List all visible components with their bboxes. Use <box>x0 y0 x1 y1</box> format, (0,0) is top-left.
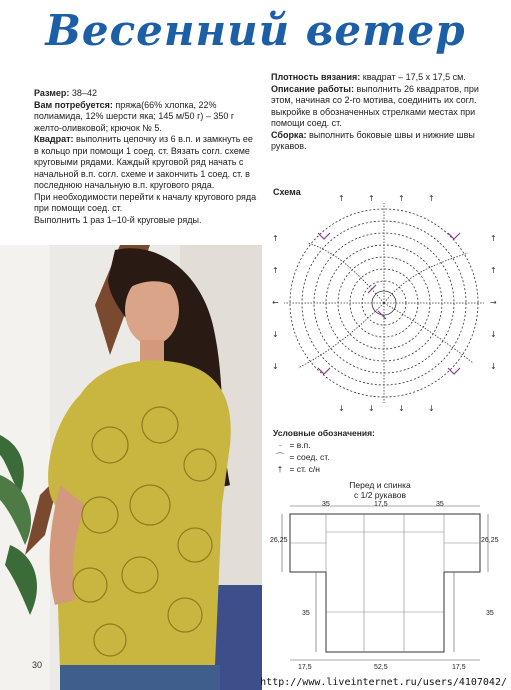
assembly-value: выполнить боковые швы и нижние швы рукавов. <box>271 129 475 151</box>
description-label: Описание работы: <box>271 83 354 94</box>
size-line <box>34 88 260 100</box>
svg-text:↓: ↓ <box>272 330 279 339</box>
svg-text:↓: ↓ <box>490 362 497 371</box>
size-value: 38–42 <box>69 88 97 98</box>
svg-text:↑: ↑ <box>272 234 279 243</box>
legend-item-label: = ст. с/н <box>289 464 320 474</box>
watermark-url: http://www.liveinternet.ru/users/4107042/ <box>260 677 507 688</box>
svg-text:↓: ↓ <box>490 330 497 339</box>
svg-text:↓: ↓ <box>338 404 345 413</box>
legend-item-label: = в.п. <box>289 440 311 450</box>
svg-text:←: ← <box>272 298 279 307</box>
transition-note: При необходимости перейти к началу кругового ряда при помощи соед. ст. <box>34 191 257 213</box>
materials-label: Вам потребуется: <box>34 99 113 110</box>
schema-label: Схема <box>273 187 301 197</box>
assembly-label: Сборка: <box>271 129 307 140</box>
slip-stitch-icon: ⌒ <box>275 452 285 462</box>
page-number: 30 <box>32 660 43 670</box>
materials-line <box>34 100 260 135</box>
size-label: Размер: <box>34 88 70 98</box>
materials-value: пряжа(66% хлопка, 22% полиамида, 12% шерсти яка; 145 м/50 г) – 350 г желто-оливковой; крючок № 5. <box>34 99 235 133</box>
model-photo <box>0 245 262 690</box>
legend <box>273 427 375 475</box>
pattern-schematic <box>270 500 500 665</box>
dim-top-right: 35 <box>436 501 444 508</box>
dim-bottom-mid: 52,5 <box>374 664 388 671</box>
legend-item <box>273 451 375 463</box>
pattern-title-line2: с 1/2 рукавов <box>354 490 406 500</box>
dim-side-right: 26,25 <box>481 537 499 544</box>
square-label: Квадрат: <box>34 134 74 144</box>
right-instructions <box>271 72 499 153</box>
dim-body-right: 35 <box>486 610 494 617</box>
svg-text:↓: ↓ <box>368 404 375 413</box>
legend-item <box>273 439 375 451</box>
pattern-title-line1: Перед и спинка <box>349 480 411 490</box>
svg-text:↑: ↑ <box>338 194 345 203</box>
chain-stitch-icon: · <box>278 440 282 450</box>
dim-top-mid: 17,5 <box>374 501 388 508</box>
svg-text:↓: ↓ <box>428 404 435 413</box>
svg-text:↑: ↑ <box>398 194 405 203</box>
density-line <box>271 72 499 84</box>
svg-text:↑: ↑ <box>428 194 435 203</box>
dim-top-left: 35 <box>322 501 330 508</box>
svg-text:↑: ↑ <box>490 266 497 275</box>
double-crochet-icon: † <box>277 464 283 474</box>
dim-side-left: 26,25 <box>270 537 288 544</box>
density-label: Плотность вязания: <box>271 72 361 82</box>
svg-text:↑: ↑ <box>368 194 375 203</box>
left-instructions <box>34 88 260 226</box>
pattern-title <box>300 480 460 500</box>
assembly-line <box>271 130 499 153</box>
page-title: Весенний ветер <box>45 6 466 55</box>
legend-title: Условные обозначения: <box>273 428 375 438</box>
dim-bottom-right: 17,5 <box>452 664 466 671</box>
dim-body-left: 35 <box>302 610 310 617</box>
repeat-note: Выполнить 1 раз 1–10-й круговые ряды. <box>34 214 202 225</box>
svg-text:↑: ↑ <box>490 234 497 243</box>
square-value: выполнить цепочку из 6 в.п. и замкнуть ее в кольцо при помощи 1 соед. ст. Вязать согл. схеме круговыми рядами. Каждый круговой ряд начать с начальной в.п. согл. схеме и закончить 1 соед. ст. в последнюю начальную в.п. кругового ряда. <box>34 134 253 190</box>
legend-item <box>273 463 375 475</box>
svg-text:→: → <box>490 298 497 307</box>
description-value: выполнить 26 квадратов, при этом, начиная со 2-го мотива, соединить их согл. выкройке в обозначенных стрелками местах при помощи соед. ст. <box>271 83 479 128</box>
description-line <box>271 84 499 130</box>
dim-bottom-left: 17,5 <box>298 664 312 671</box>
svg-text:↑: ↑ <box>272 266 279 275</box>
square-line <box>34 134 260 192</box>
density-value: квадрат – 17,5 х 17,5 см. <box>360 72 466 82</box>
crochet-chart <box>268 193 500 415</box>
legend-item-label: = соед. ст. <box>289 452 330 462</box>
svg-text:↓: ↓ <box>272 362 279 371</box>
svg-text:↓: ↓ <box>398 404 405 413</box>
